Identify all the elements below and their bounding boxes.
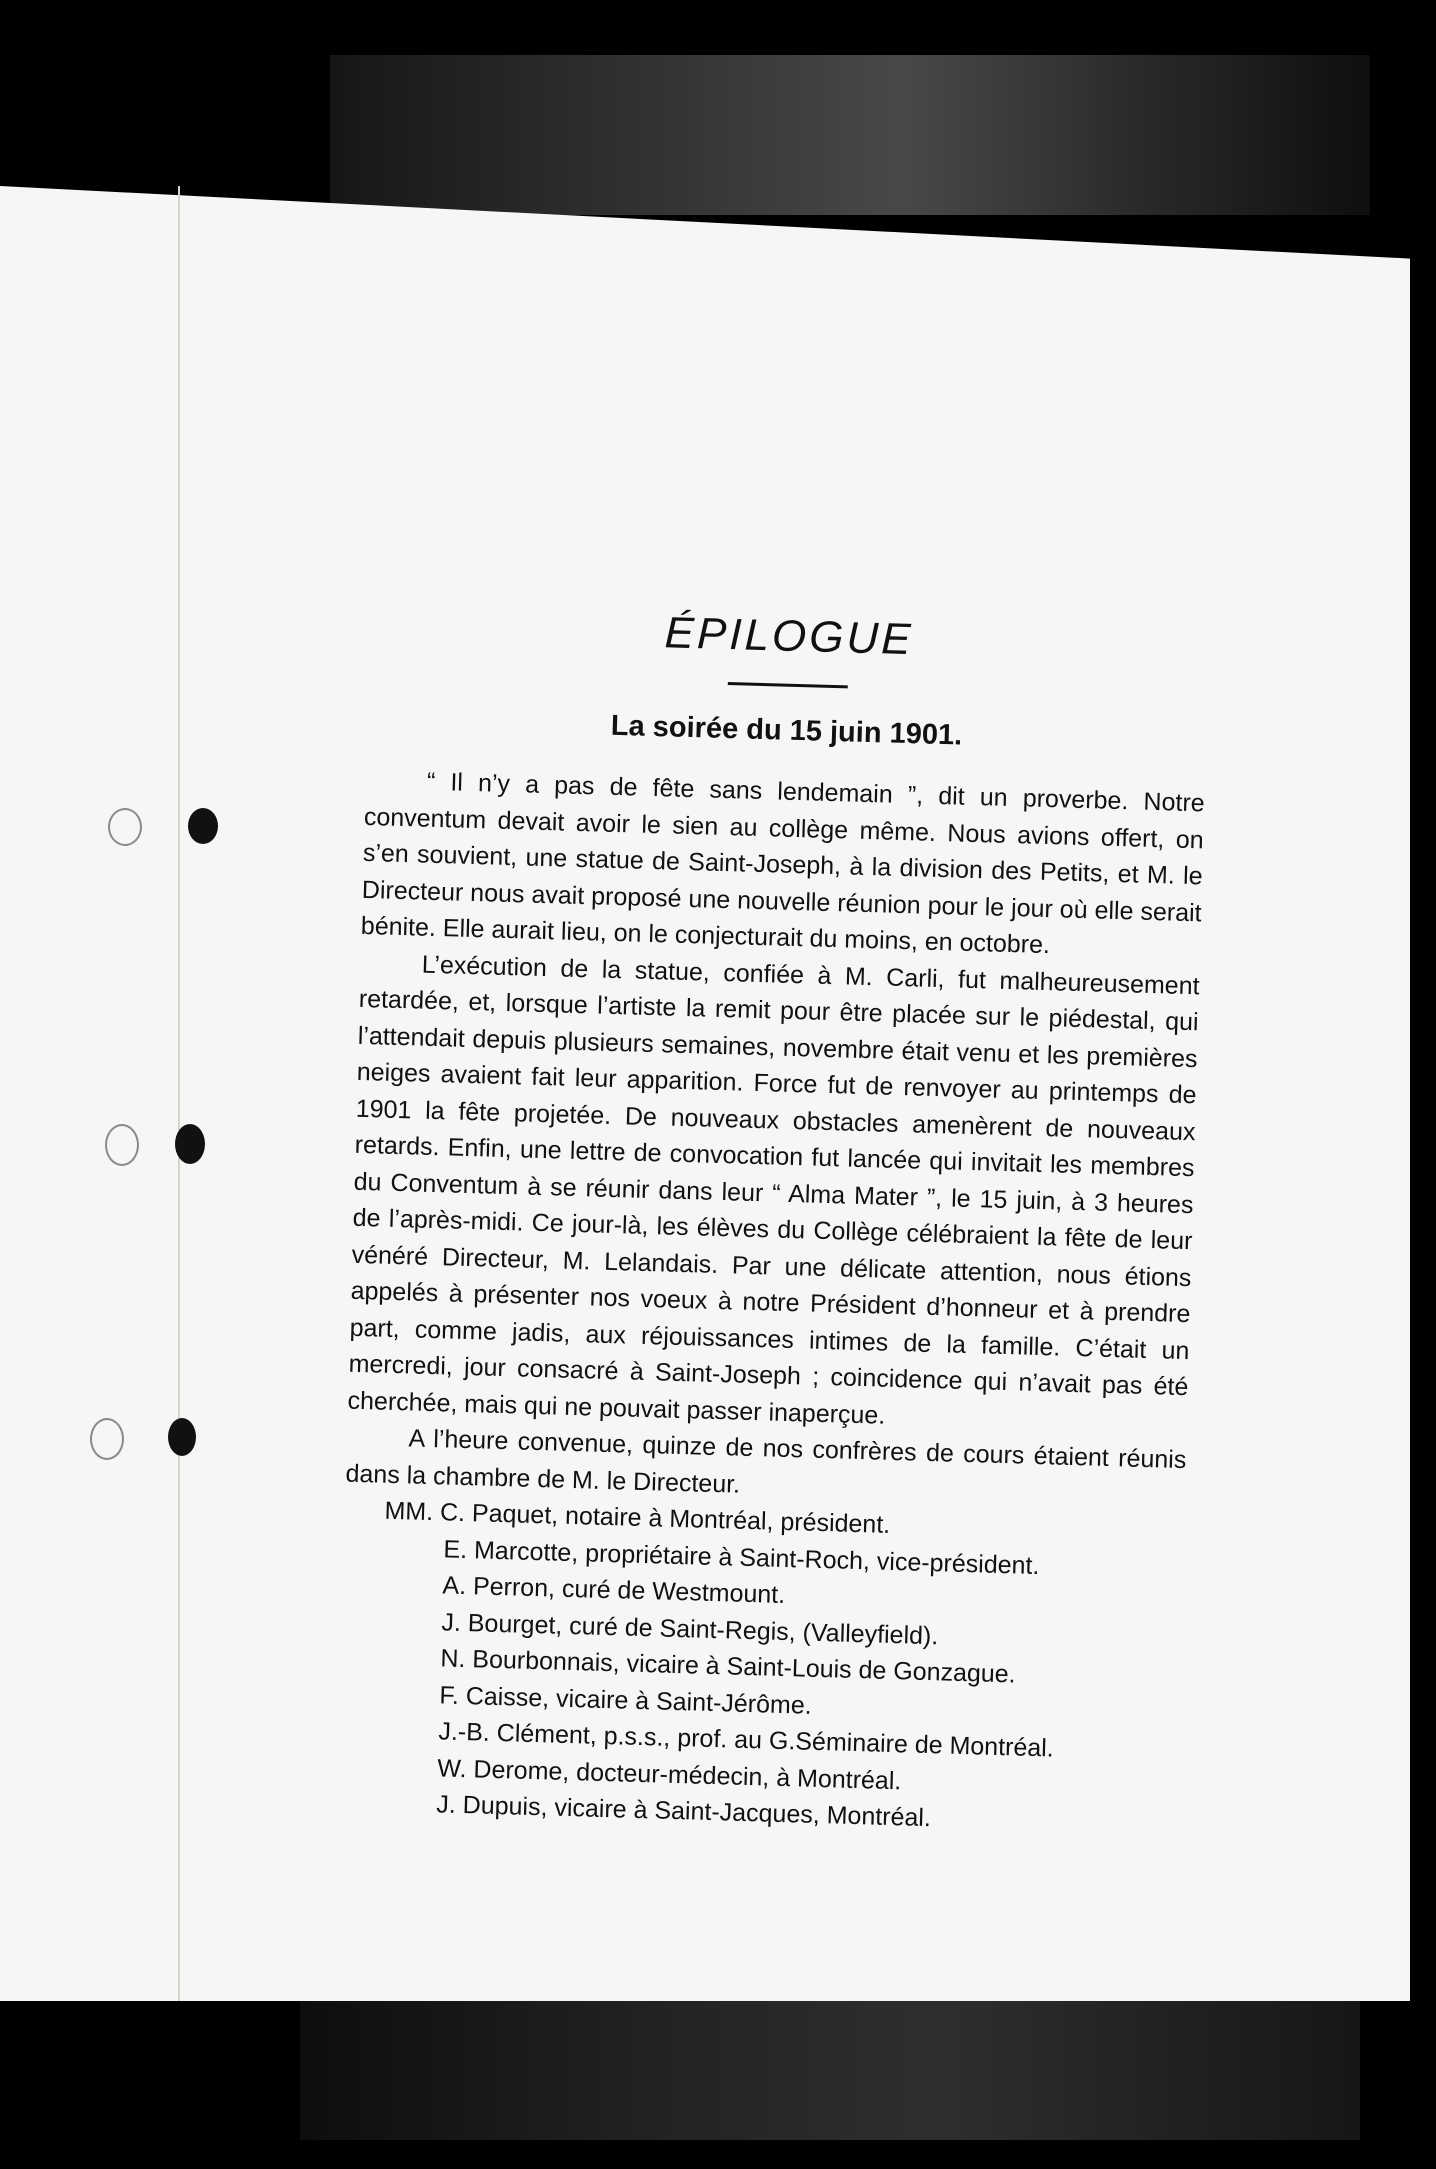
binder-hole: [188, 808, 218, 844]
member-item: F. Caisse, vicaire à Saint-Jérôme.: [439, 1680, 813, 1720]
member-item: A. Perron, curé de Westmount.: [442, 1571, 786, 1609]
scan-border-bottom: [300, 2000, 1360, 2140]
paragraph-2: L’exécution de la statue, confiée à M. Carli, fut malheureusement retardée, et, lorsque l’artiste la remit pour être placée sur le piédestal, qui l’attendait depuis plusieurs semaines, novembre était venu et les premières neiges avaient fait leur apparition. Force fut de renvoyer au printemps de 1901 la fête projetée. De nouveaux obstacles amenèrent de nouveaux retards. Enfin, une lettre de convocation fut lancée qui invitait les membres du Conventum à se réunir dans leur “ Alma Mater ”, le 15 juin, à 3 heures de l’après-midi. Ce jour-là, les élèves du Collège célébraient la fête de leur vénéré Directeur, M. Lelandais. Par une délicate attention, nous étions appelés à présenter nos voeux à notre Président d’honneur et à prendre part, comme jadis, aux réjouissances intimes de la famille. C’était un mercredi, jour consacré à Saint-Joseph ; coincidence qui n’avait pas été cherchée, mais qui ne pouvait passer inaperçue.: [347, 950, 1200, 1430]
member-item: W. Derome, docteur-médecin, à Montréal.: [437, 1753, 902, 1795]
paragraph-3: A l’heure convenue, quinze de nos confrères de cours étaient réunis dans la chambre de M. le Directeur.: [345, 1424, 1187, 1499]
binder-hole-outline: [90, 1418, 124, 1460]
member-item: J. Bourget, curé de Saint-Regis, (Valleyfield).: [441, 1607, 939, 1650]
binder-hole-outline: [105, 1124, 139, 1166]
binder-hole: [175, 1124, 205, 1164]
binder-hole-outline: [108, 808, 142, 846]
title-rule: [728, 682, 848, 688]
scan-border-top: [330, 55, 1370, 215]
page-fold-line: [178, 186, 180, 2001]
member-item: J.-B. Clément, p.s.s., prof. au G.Séminaire de Montréal.: [438, 1717, 1055, 1763]
paragraph-1: “ Il n’y a pas de fête sans lendemain ”, dit un proverbe. Notre conventum devait avoir le sien au collège même. Nous avions offert, on s’en souvient, une statue de Saint-Joseph, à la division des Petits, et M. le Directeur nous avait proposé une nouvelle réunion pour le jour où elle serait bénite. Elle aurait lieu, on le conjecturait du moins, en octobre.: [360, 767, 1206, 960]
epilogue-text: [336, 600, 1210, 1843]
members-list: [336, 1492, 1185, 1844]
member-item: E. Marcotte, propriétaire à Saint-Roch, vice-président.: [443, 1534, 1040, 1580]
epilogue-subtitle: La soirée du 15 juin 1901.: [610, 709, 963, 752]
member-item: N. Bourbonnais, vicaire à Saint-Louis de Gonzague.: [440, 1644, 1016, 1689]
epilogue-title: ÉPILOGUE: [664, 608, 915, 665]
members-lead: MM. C. Paquet, notaire à Montréal, président.: [384, 1496, 891, 1539]
member-item: J. Dupuis, vicaire à Saint-Jacques, Montréal.: [436, 1790, 932, 1833]
binder-hole: [168, 1418, 196, 1456]
